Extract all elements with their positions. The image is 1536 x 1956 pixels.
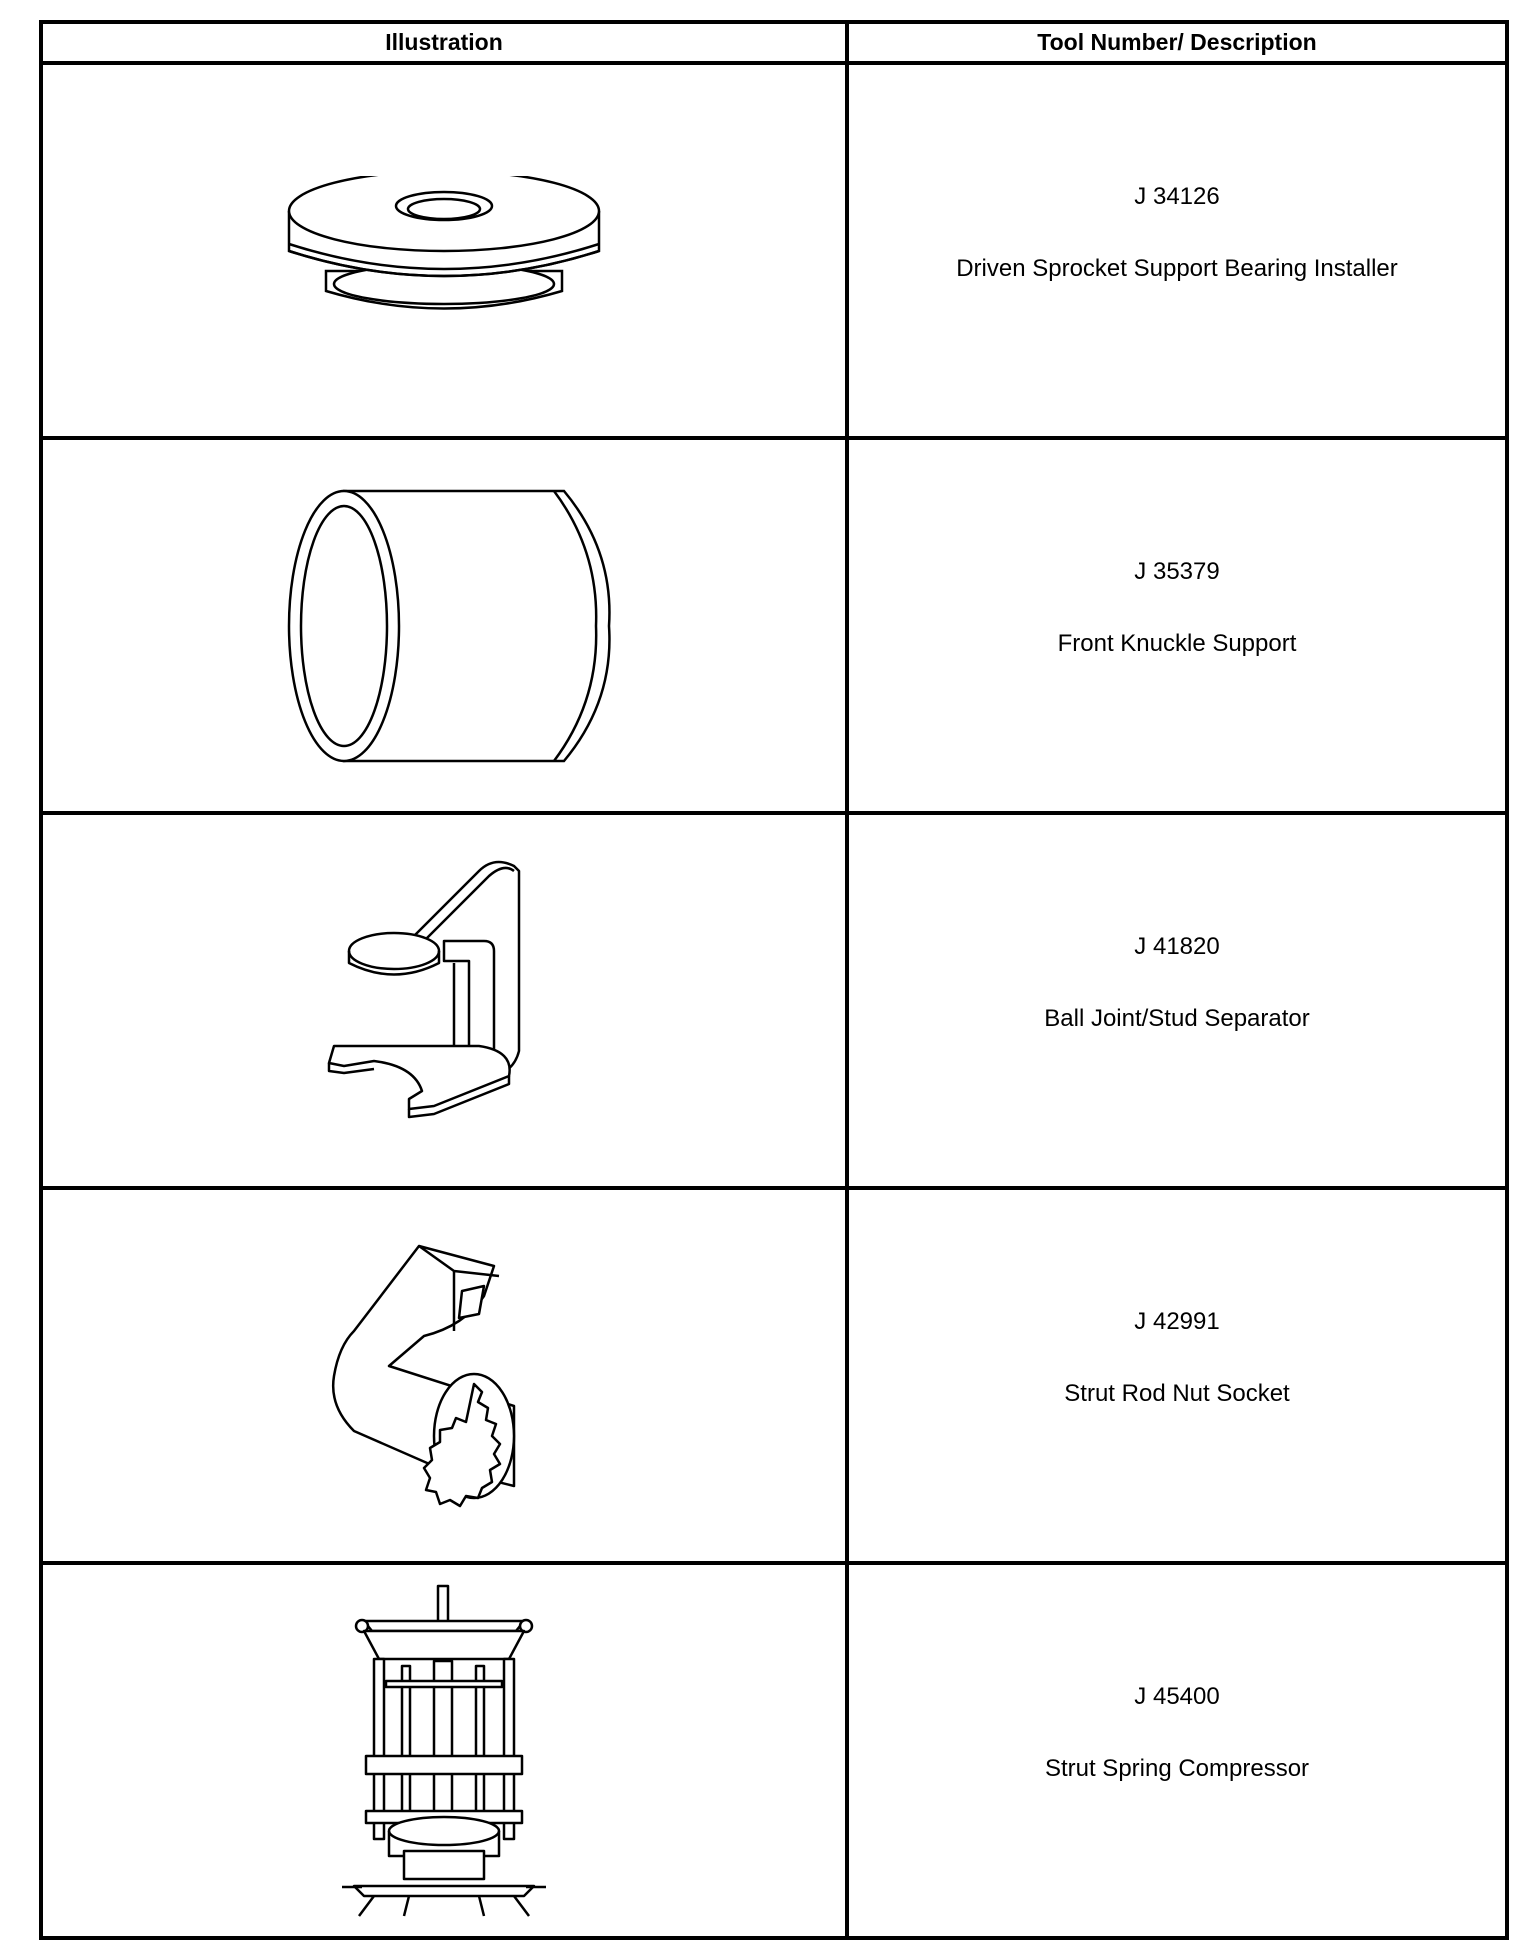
tool-number: J 45400	[1134, 1682, 1220, 1710]
tool-description: Front Knuckle Support	[1057, 629, 1297, 657]
tool-cell	[847, 438, 1507, 813]
strut-rod-socket-icon	[314, 1236, 574, 1516]
tool-number: J 42991	[1134, 1307, 1220, 1335]
illustration-cell	[41, 1563, 847, 1938]
tool-number: J 34126	[1134, 182, 1220, 210]
bearing-installer-icon	[284, 176, 604, 326]
tool-description: Strut Spring Compressor	[1044, 1754, 1310, 1782]
table-row	[41, 438, 1507, 813]
illustration-header: Illustration	[41, 22, 847, 63]
tool-number: J 35379	[1134, 557, 1220, 585]
tool-number: J 41820	[1134, 932, 1220, 960]
table-header-row	[41, 22, 1507, 63]
table-row	[41, 1188, 1507, 1563]
knuckle-support-icon	[274, 476, 614, 776]
table-row	[41, 813, 1507, 1188]
tool-cell	[847, 1563, 1507, 1938]
tool-table	[39, 20, 1509, 1940]
table-row	[41, 1563, 1507, 1938]
illustration-cell	[41, 438, 847, 813]
tool-cell	[847, 63, 1507, 438]
tool-description: Driven Sprocket Support Bearing Installer	[956, 254, 1398, 282]
tool-description: Strut Rod Nut Socket	[1064, 1379, 1290, 1407]
illustration-cell	[41, 1188, 847, 1563]
tool-header: Tool Number/ Description	[847, 22, 1507, 63]
tool-cell	[847, 813, 1507, 1188]
illustration-cell	[41, 63, 847, 438]
spring-compressor-icon	[334, 1581, 554, 1921]
table-row	[41, 63, 1507, 438]
tool-description: Ball Joint/Stud Separator	[1044, 1004, 1310, 1032]
illustration-cell	[41, 813, 847, 1188]
tool-cell	[847, 1188, 1507, 1563]
ball-joint-separator-icon	[314, 851, 574, 1151]
